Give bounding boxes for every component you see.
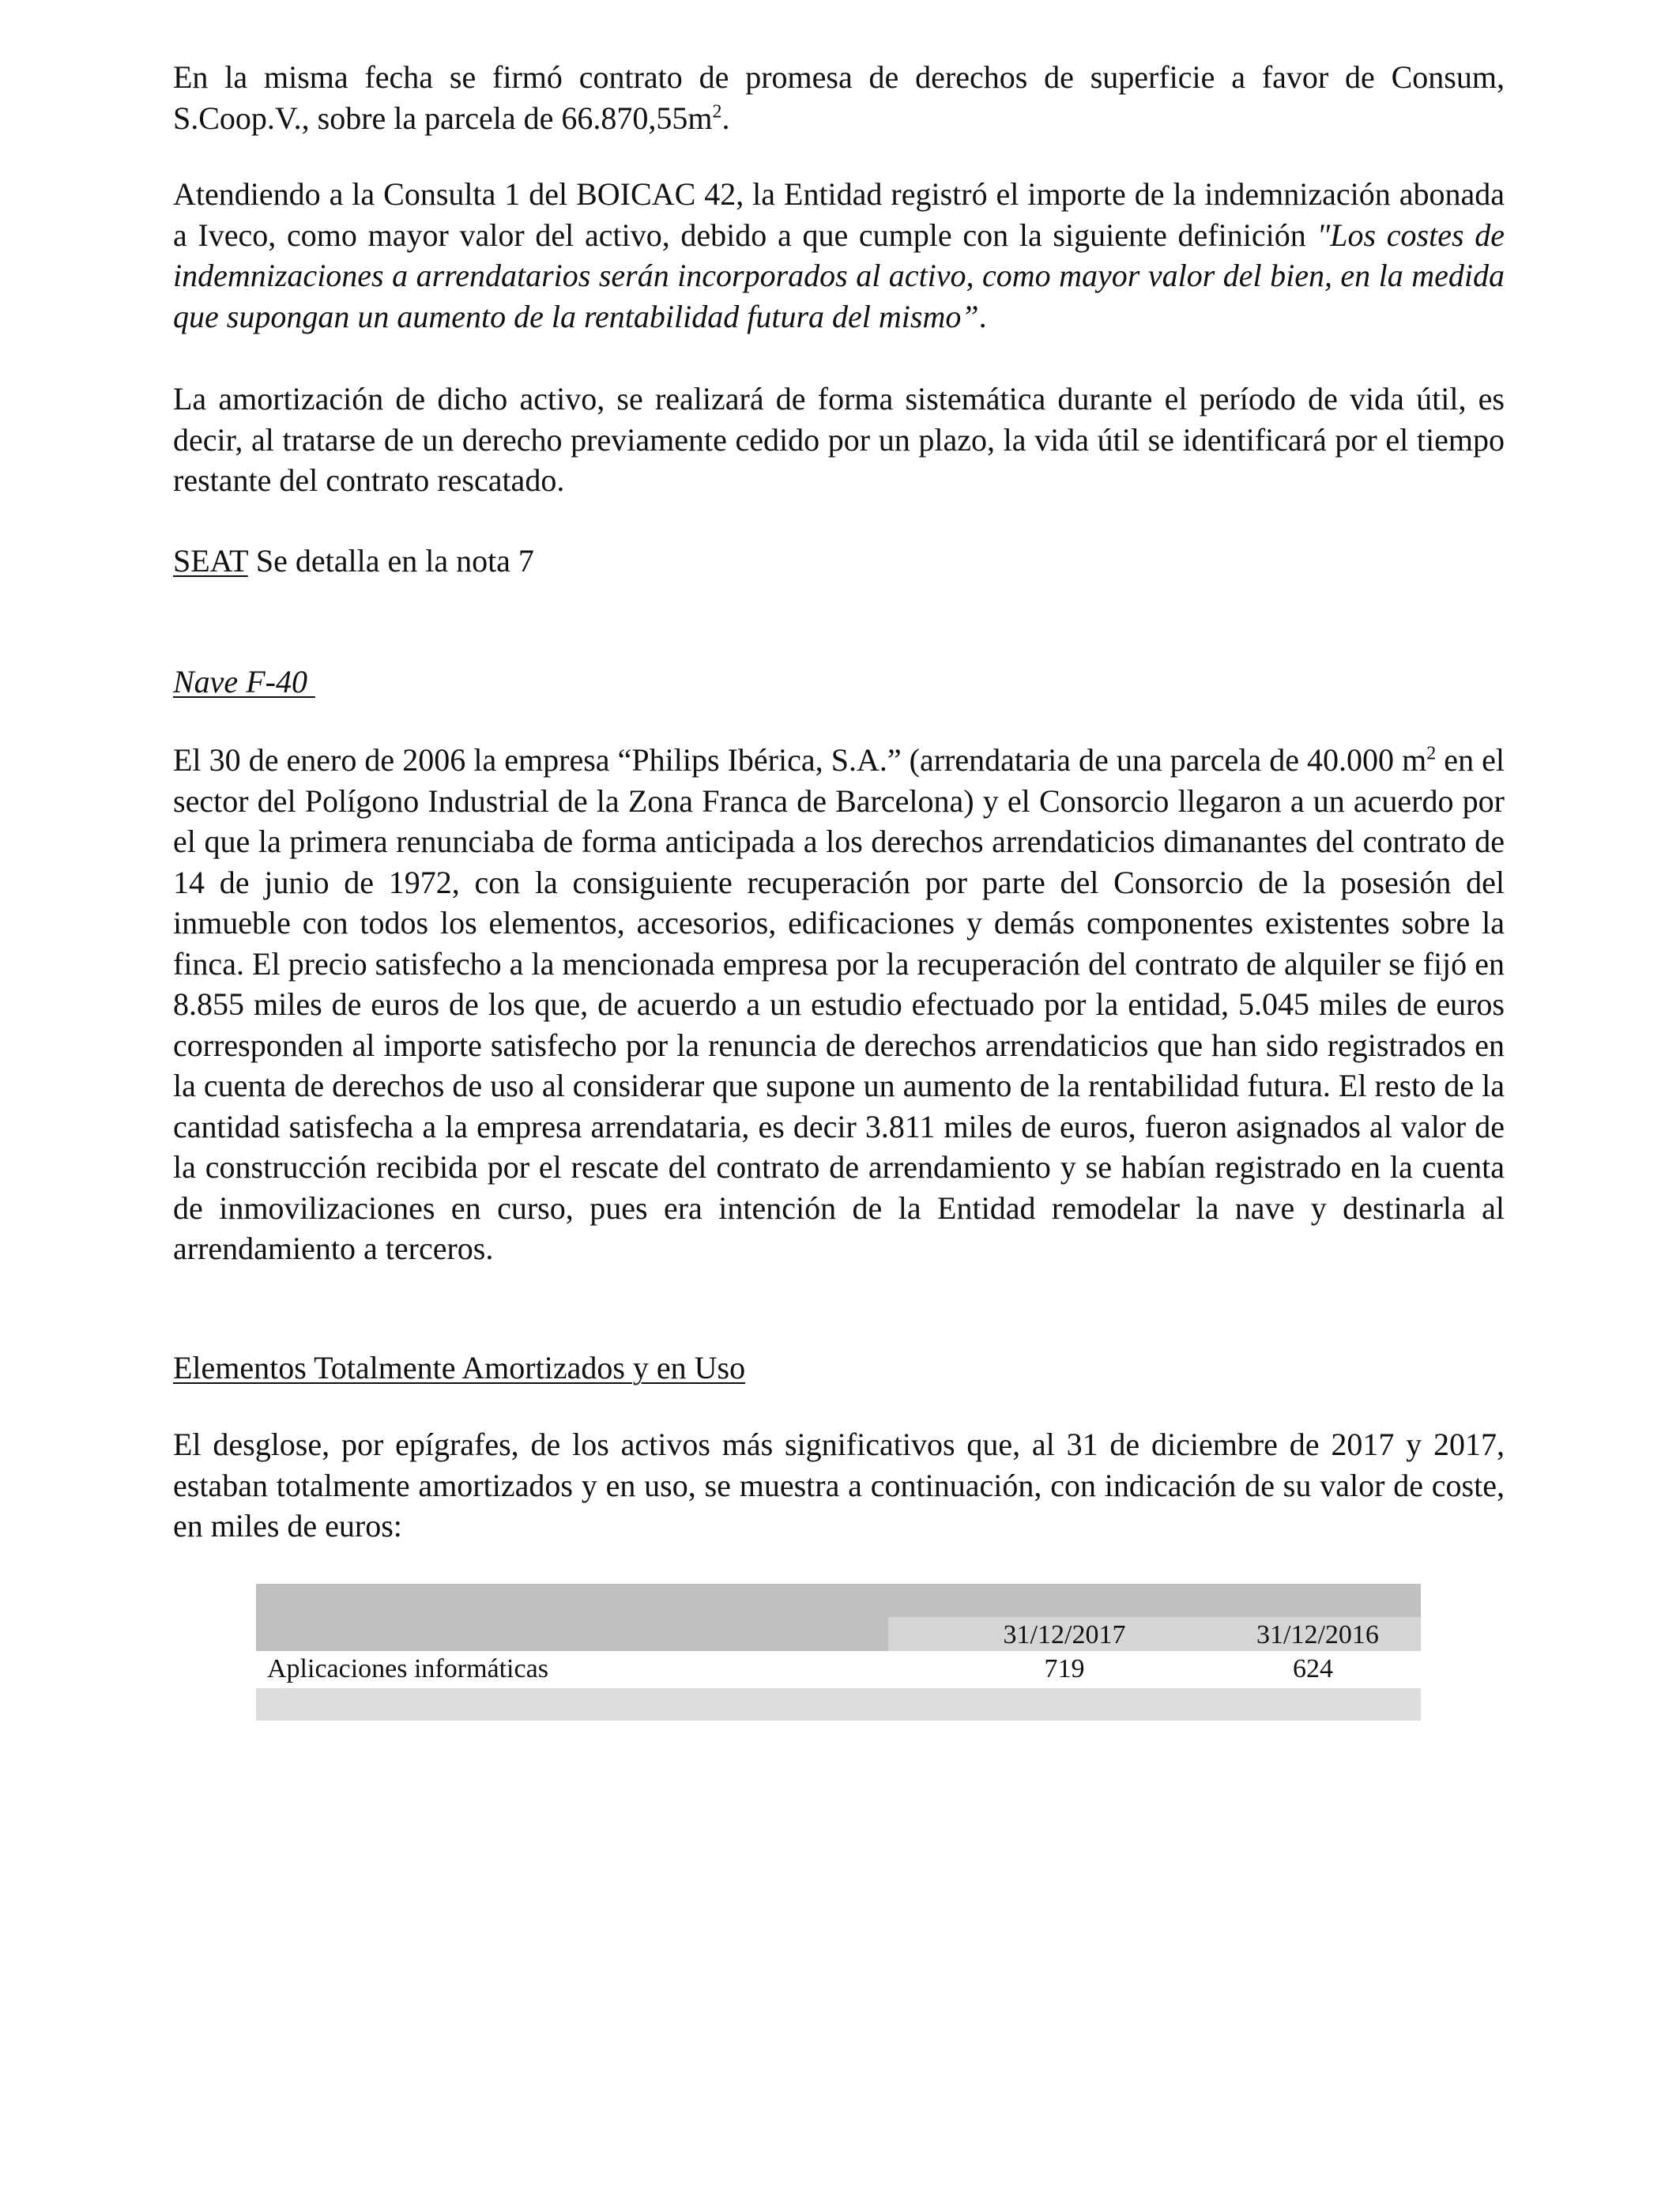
- paragraph-boicac: [173, 174, 1505, 337]
- table-header: [256, 1584, 1421, 1651]
- paragraph-seat: [173, 541, 534, 582]
- paragraph-nave: [173, 740, 1505, 1269]
- paragraph-consum: [173, 57, 1505, 138]
- heading-elementos-text: Elementos Totalmente Amortizados y en Uso: [173, 1350, 746, 1385]
- table-footer-band: [256, 1688, 1421, 1721]
- seat-label: SEAT: [173, 543, 248, 579]
- heading-nave-f40-text: Nave F-40: [173, 664, 315, 699]
- paragraph-nave-text-a: El 30 de enero de 2006 la empresa “Philips Ibérica, S.A.” (arrendataria de una parcela de 40.000 m: [173, 742, 1427, 778]
- heading-elementos: [173, 1348, 745, 1389]
- heading-nave-f40: [173, 662, 315, 703]
- value-2017: 719: [1044, 1654, 1085, 1683]
- paragraph-amortizacion: La amortización de dicho activo, se realizará de forma sistemática durante el período de vida útil, es decir, al tratarse de un derecho previamente cedido por un plazo, la vida útil se identificará por el tiempo restante del contrato rescatado.: [173, 381, 1505, 498]
- paragraph-nave-text-b: en el sector del Polígono Industrial de la Zona Franca de Barcelona) y el Consorcio llegaron a un acuerdo por el que la primera renunciaba de forma anticipada a los derechos arrendaticios dimanantes del contrato de 14 de junio de 1972, con la consiguiente recuperación por parte del Consorcio de la posesión del inmueble con todos los elementos, accesorios, edificaciones y demás componentes existentes sobre la finca. El precio satisfecho a la mencionada empresa por la recuperación del contrato de alquiler se fijó en 8.855 miles de euros de los que, de acuerdo a un estudio efectuado por la entidad, 5.045 miles de euros corresponden al importe satisfecho por la renuncia de derechos arrendaticios que han sido registrados en la cuenta de derechos de uso al considerar que supone un aumento de la rentabilidad futura. El resto de la cantidad satisfecha a la empresa arrendataria, es decir 3.811 miles de euros, fueron asignados al valor de la construcción recibida por el rescate del contrato de arrendamiento y se habían registrado en la cuenta de inmovilizaciones en curso, pues era intención de la Entidad remodelar la nave y destinarla al arrendamiento a terceros.: [173, 742, 1505, 1266]
- period: .: [721, 100, 730, 136]
- paragraph-boicac-text: Atendiendo a la Consulta 1 del BOICAC 42, la Entidad registró el importe de la indemnización abonada a Iveco, como mayor valor del activo, debido a que cumple con la siguiente definición: [173, 176, 1505, 253]
- period: .: [978, 298, 987, 334]
- table-row: [256, 1651, 1421, 1688]
- row-label: Aplicaciones informáticas: [267, 1654, 548, 1683]
- paragraph-consum-text: En la misma fecha se firmó contrato de promesa de derechos de superficie a favor de Consum, S.Coop.V., sobre la parcela de 66.870,55m: [173, 59, 1505, 136]
- column-header-2016: 31/12/2016: [1256, 1620, 1379, 1649]
- value-2016: 624: [1293, 1654, 1333, 1683]
- superscript: 2: [1426, 743, 1437, 764]
- seat-text: Se detalla en la nota 7: [247, 543, 534, 579]
- column-header-2017: 31/12/2017: [1003, 1620, 1126, 1649]
- fully-amortized-table: [256, 1584, 1421, 1721]
- quoted-definition: "Los costes de indemnizaciones a arrendatarios serán incorporados al activo, como mayor valor del bien, en la medida que supongan un aumento de la rentabilidad futura del mismo”: [173, 217, 1505, 334]
- paragraph-desglose: El desglose, por epígrafes, de los activos más significativos que, al 31 de diciembre de 2017 y 2017, estaban totalmente amortizados y en uso, se muestra a continuación, con indicación de su valor de coste, en miles de euros:: [173, 1427, 1505, 1544]
- superscript: 2: [712, 101, 722, 123]
